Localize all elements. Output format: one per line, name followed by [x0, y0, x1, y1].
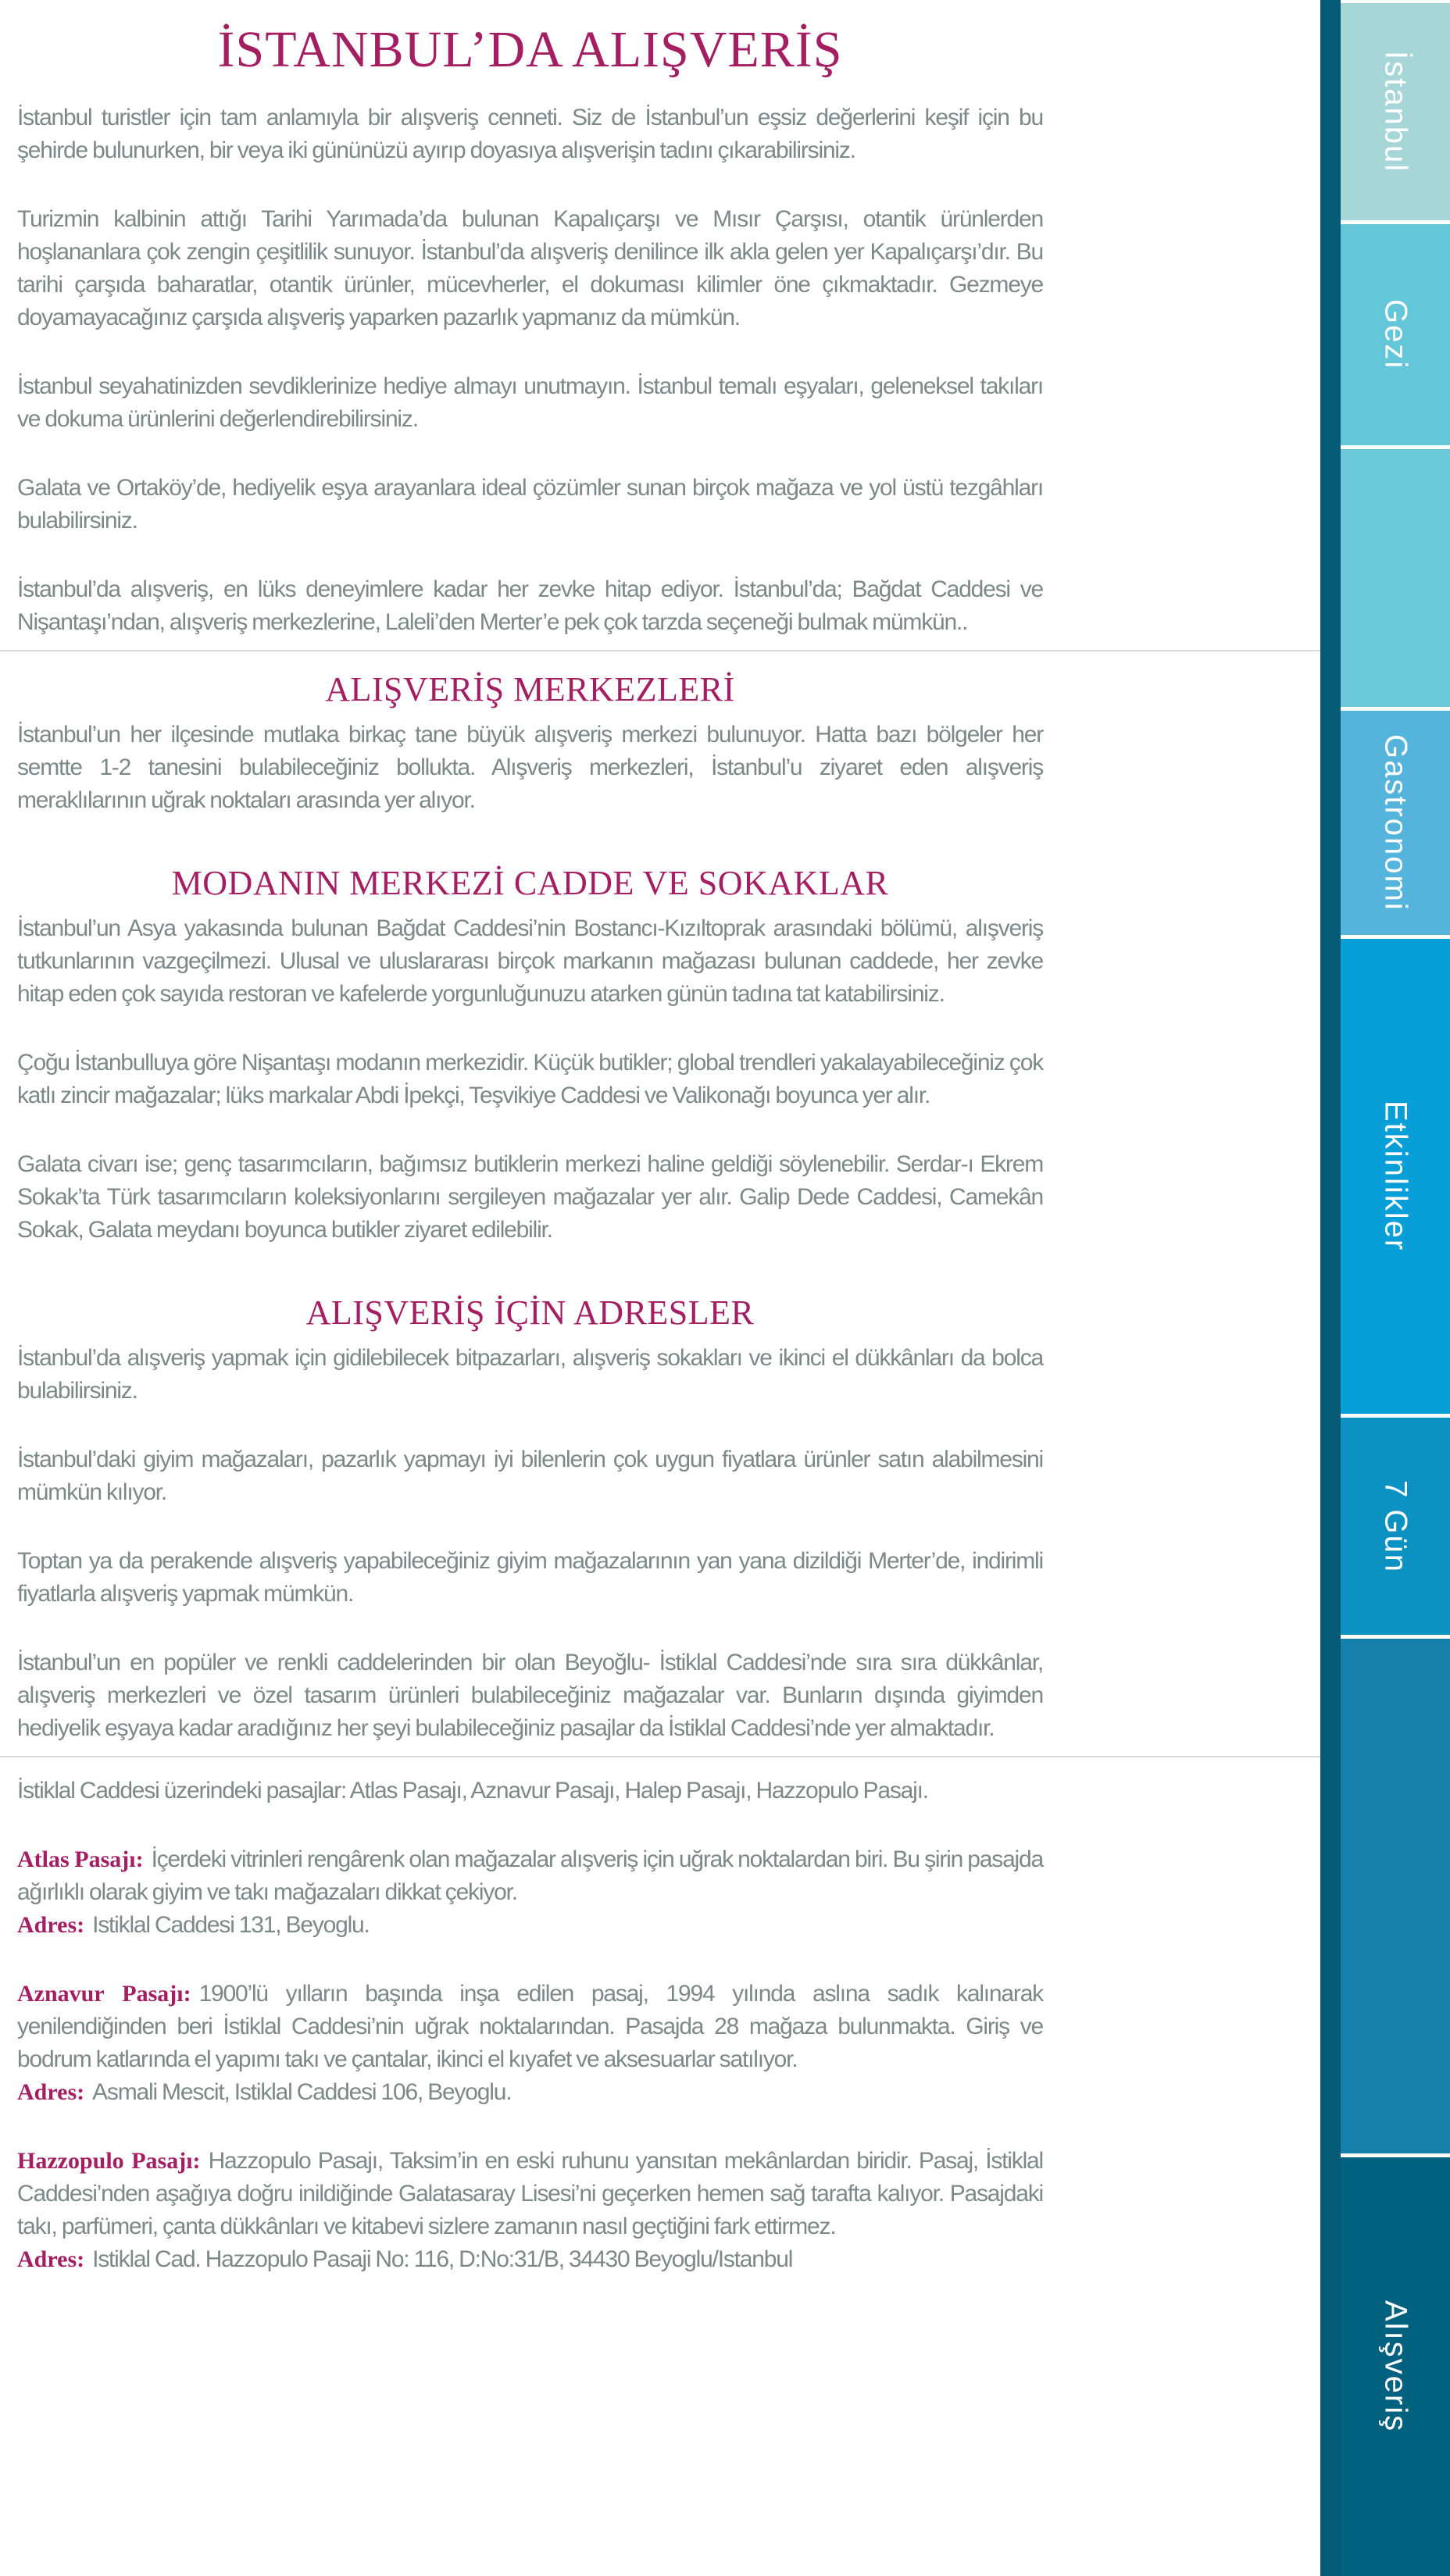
- passage-address-aznavur: [17, 2076, 1043, 2109]
- address-value: Asmali Mescit, Istiklal Caddesi 106, Beyoglu.: [92, 2079, 512, 2105]
- intro-paragraph: İstanbul turistler için tam anlamıyla bir alışveriş cenneti. Siz de İstanbul’un eşsiz değerlerini keşif için bu şehirde bulunurken, bir veya iki gününüzü ayırıp doyasıya alışverişin tadını çıkarabilirsiniz.: [17, 105, 1043, 163]
- malls-paragraph: İstanbul’un her ilçesinde mutlaka birkaç tane büyük alışveriş merkezi bulunuyor. Hatta bazı bölgeler her semtte 1-2 tanesini bulabileceğiniz bollukta. Alışveriş merkezleri, İstanbul’u ziyaret eden alışveriş meraklılarının uğrak noktaları arasında yer alıyor.: [17, 722, 1043, 813]
- section-heading-addresses: ALIŞVERİŞ İÇİN ADRESLER: [305, 1293, 755, 1332]
- passage-entry-aznavur: [17, 1978, 1043, 2076]
- intro-paragraph: İstanbul’da alışveriş, en lüks deneyimlere kadar her zevke hitap ediyor. İstanbul’da; Bağdat Caddesi ve Nişantaşı’ndan, alışveriş merkezlerine, Laleli’den Merter’e pek çok tarzda seçeneği bulmak mümkün..: [17, 576, 1043, 635]
- address-value: Istiklal Caddesi 131, Beyoglu.: [92, 1912, 370, 1938]
- passages-intro: İstiklal Caddesi üzerindeki pasajlar: Atlas Pasajı, Aznavur Pasajı, Halep Pasajı, Hazzopulo Pasajı.: [17, 1778, 928, 1804]
- passage-address-atlas: [17, 1909, 1043, 1942]
- addresses-paragraph: İstanbul’un en popüler ve renkli caddelerinden bir olan Beyoğlu- İstiklal Caddesi’nde sıra sıra dükkânlar, alışveriş merkezleri ve özel tasarım ürünleri bulabileceğiniz mağazalar var. Bunların dışında giyimden hediyelik eşyaya kadar aradığınız her şeyi bulabileceğiniz pasajlar da İstiklal Caddesi’nde yer almaktadır.: [17, 1650, 1043, 1741]
- fashion-paragraph: Çoğu İstanbulluya göre Nişantaşı modanın merkezidir. Küçük butikler; global trendleri yakalayabileceğiniz çok katlı zincir mağazalar; lüks markalar Abdi İpekçi, Teşvikiye Caddesi ve Valikonağı boyunca yer alır.: [17, 1050, 1043, 1108]
- article: [17, 20, 1043, 2312]
- address-label: Adres:: [17, 2246, 85, 2272]
- page-title: İSTANBUL’DA ALIŞVERİŞ: [217, 21, 843, 78]
- addresses-paragraph: İstanbul’daki giyim mağazaları, pazarlık yapmayı iyi bilenlerin çok uygun fiyatlara ürünler satın alabilmesini mümkün kılıyor.: [17, 1447, 1043, 1505]
- passage-entry-hazzopulo: [17, 2145, 1043, 2243]
- sidebar-tab-label: Alışveriş: [1378, 2300, 1413, 2433]
- section-heading-malls: ALIŞVERİŞ MERKEZLERİ: [325, 670, 735, 708]
- section-heading-fashion: MODANIN MERKEZİ CADDE VE SOKAKLAR: [171, 864, 889, 902]
- sidebar-tab-label: Gezi: [1378, 299, 1413, 370]
- passage-label: Aznavur Pasajı:: [17, 1981, 191, 2007]
- passage-label: Hazzopulo Pasajı:: [17, 2148, 201, 2174]
- address-label: Adres:: [17, 2079, 85, 2105]
- passage-description: 1900’lü yılların başında inşa edilen pasaj, 1994 yılında aslına sadık kalınarak yenilendiğinden beri İstiklal Caddesi’nin uğrak noktalarından. Pasajda 28 mağaza bulunmakta. Giriş ve bodrum katlarında el yapımı takı ve çantalar, ikinci el kıyafet ve aksesuarlar satılıyor.: [17, 1981, 1043, 2072]
- addresses-paragraph: İstanbul’da alışveriş yapmak için gidilebilecek bitpazarları, alışveriş sokakları ve ikinci el dükkânları da bolca bulabilirsiniz.: [17, 1345, 1043, 1404]
- sidebar-tab-alisveris[interactable]: [1341, 2157, 1450, 2576]
- sidebar-tab-label: İstanbul: [1378, 50, 1413, 173]
- intro-paragraph: Turizmin kalbinin attığı Tarihi Yarımada’da bulunan Kapalıçarşı ve Mısır Çarşısı, otantik ürünlerden hoşlananlara çok zengin çeşitlilik sunuyor. İstanbul’da alışveriş denilince ilk akla gelen yer Kapalıçarşı’dır. Bu tarihi çarşıda baharatlar, otantik ürünler, mücevherler, el dokuması kilimler öne çıkmaktadır. Gezmeye doyamayacağınız çarşıda alışveriş yaparken pazarlık yapmanız da mümkün.: [17, 206, 1043, 330]
- sidebar-segment-spacer: [1341, 1639, 1450, 2153]
- sidebar-tab-7gun[interactable]: [1341, 1418, 1450, 1635]
- passage-description: İçerdeki vitrinleri rengârenk olan mağazalar alışveriş için uğrak noktalardan biri. Bu şirin pasajda ağırlıklı olarak giyim ve takı mağazaları dikkat çekiyor.: [17, 1846, 1043, 1905]
- passage-label: Atlas Pasajı:: [17, 1846, 144, 1872]
- sidebar-tab-label: 7 Gün: [1378, 1479, 1413, 1573]
- intro-paragraph: İstanbul seyahatinizden sevdiklerinize hediye almayı unutmayın. İstanbul temalı eşyaları, geleneksel takıları ve dokuma ürünlerini değerlendirebilirsiniz.: [17, 373, 1043, 432]
- passage-description: Hazzopulo Pasajı, Taksim’in en eski ruhunu yansıtan mekânlardan biridir. Pasaj, İstiklal Caddesi’nden aşağıya doğru inildiğinde Galatasaray Lisesi’ni geçerken hemen sağ tarafta kalıyor. Pasajdaki takı, parfümeri, çanta dükkânları ve kitabevi sizlere zamanın nasıl geçtiğini fark ettirmez.: [17, 2148, 1043, 2239]
- passage-entry-atlas: [17, 1843, 1043, 1909]
- fashion-paragraph: Galata civarı ise; genç tasarımcıların, bağımsız butiklerin merkezi haline geldiği söylenebilir. Serdar-ı Ekrem Sokak’ta Türk tasarımcıların koleksiyonlarını sergileyen mağazalar yer alır. Galip Dede Caddesi, Camekân Sokak, Galata meydanı boyunca butikler ziyaret edilebilir.: [17, 1151, 1043, 1243]
- fashion-paragraph: İstanbul’un Asya yakasında bulunan Bağdat Caddesi’nin Bostancı-Kızıltoprak arasındaki bölümü, alışveriş tutkunlarının vazgeçilmezi. Ulusal ve uluslararası birçok markanın mağazası bulunan caddede, her zevke hitap eden çok sayıda restoran ve kafelerde yorgunluğunuzu atarken günün tadına tat katabilirsiniz.: [17, 915, 1043, 1007]
- sidebar-tab-label: Gastronomi: [1378, 734, 1413, 912]
- intro-paragraph: Galata ve Ortaköy’de, hediyelik eşya arayanlara ideal çözümler sunan birçok mağaza ve yol üstü tezgâhları bulabilirsiniz.: [17, 475, 1043, 533]
- sidebar-tab-etkinlikler[interactable]: [1341, 939, 1450, 1414]
- addresses-paragraph: Toptan ya da perakende alışveriş yapabileceğiniz giyim mağazalarının yan yana dizildiği Merter’de, indirimli fiyatlarla alışveriş yapmak mümkün.: [17, 1548, 1043, 1607]
- sidebar-tab-istanbul[interactable]: [1341, 3, 1450, 220]
- passage-address-hazzopulo: [17, 2243, 1043, 2276]
- sidebar-tab-gezi[interactable]: [1341, 224, 1450, 445]
- section-divider: [0, 650, 1320, 651]
- section-divider: [0, 1756, 1320, 1757]
- sidebar-tab-gastronomi[interactable]: [1341, 711, 1450, 935]
- sidebar-strip: [1320, 0, 1341, 2576]
- address-value: Istiklal Cad. Hazzopulo Pasaji No: 116, D:No:31/B, 34430 Beyoglu/Istanbul: [92, 2246, 793, 2272]
- address-label: Adres:: [17, 1912, 85, 1938]
- sidebar-segment-spacer: [1341, 449, 1450, 707]
- sidebar-tab-label: Etkinlikler: [1378, 1101, 1413, 1252]
